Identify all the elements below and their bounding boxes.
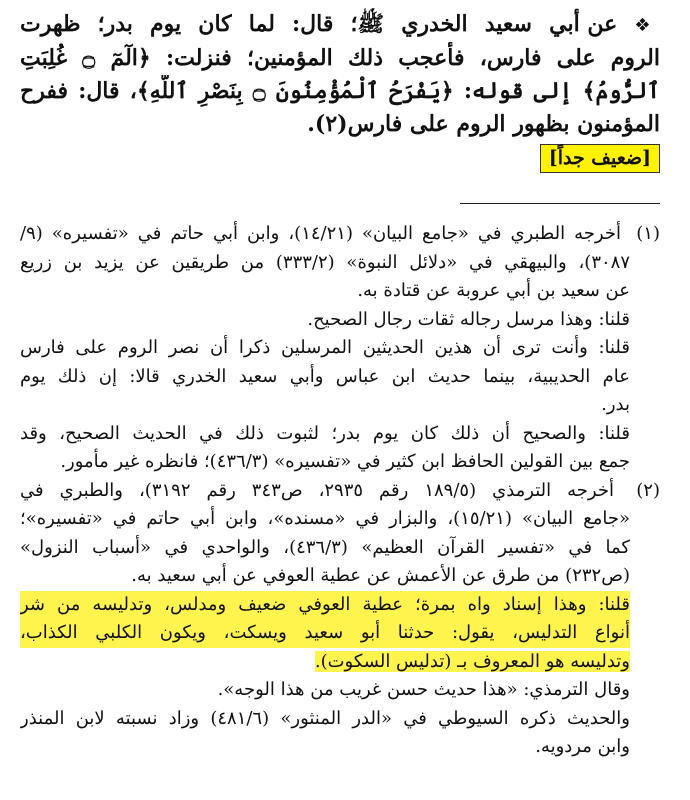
footnote-paragraph: وقال الترمذي: «هذا حديث حسن غريب من هذا الوجه». (217, 679, 630, 700)
grade-row (20, 143, 660, 175)
footnote-line: «جامع البيان» (١٥/٢١)، والبزار في «مسنده»، وابن أبي حاتم في «تفسيره»؛ (20, 508, 630, 529)
footnote-2 (20, 477, 660, 762)
footnote-line: (٢) أخرجه الترمذي (١٨٩/٥ رقم ٢٩٣٥، ص٣٤٣ رقم ٣١٩٢)، والطبري في (20, 477, 660, 506)
footnote-line: قلنا: وأنت ترى أن هذين الحديثين المرسلين ذكرا أن نصر الروم على فارس (20, 337, 630, 358)
grade-badge: [ضعيف جداً] (540, 144, 660, 173)
hadith-line: المؤمنون بظهور الروم على فارس(٢). (307, 111, 660, 137)
hadith-line: الروم على فارس، فأعجب ذلك المؤمنين؛ فنزلت: ﴿الٓمٓ ۝ غُلِبَتِ (20, 45, 660, 71)
footnote-line: عام الحديبية، بينما حديث ابن عباس وأبي سعيد الخدري قالا: إن ذلك يوم (20, 365, 630, 387)
hadith-text (20, 8, 660, 141)
footnote-line: (١) أخرجه الطبري في «جامع البيان» (١٤/٢١)، وابن أبي حاتم في «تفسيره» (٩/ (20, 220, 660, 249)
footnote-line: عن سعيد بن أبي عروبة عن قتادة به. (357, 280, 630, 301)
footnote-line: جمع بين القولين الحافظ ابن كثير في «تفسيره» (٤٣٦/٣)؛ فانظره غير مأمور. (60, 451, 630, 472)
footnote-number: (١) (636, 223, 660, 244)
footnote-line: كما في «تفسير القرآن العظيم» (٤٣٦/٣)، والواحدي في «أسباب النزول» (20, 536, 630, 558)
footnote-separator (460, 203, 660, 204)
highlighted-line: وتدليسه هو المعروف بـ (تدليس السكوت). (314, 650, 630, 672)
hadith-line: ❖ عن أبي سعيد الخدري ﷺ؛ قال: لما كان يوم بدر؛ ظهرت (20, 11, 660, 37)
hadith-line: ٱلرُّومُ﴾ إلى قوله: ﴿يَفْرَحُ ٱلْمُؤْمِنُونَ ۝ بِنَصْرِ ٱللَّهِ﴾، قال: ففرح (20, 78, 660, 104)
footnote-paragraph: قلنا: وهذا مرسل رجاله ثقات رجال الصحيح. (307, 308, 630, 330)
footnote-line: قلنا: والصحيح أن ذلك كان يوم بدر؛ لثبوت ذلك في الحديث الصحيح، وقد (20, 422, 630, 444)
footnote-1 (20, 220, 660, 477)
footnotes (20, 220, 660, 762)
highlighted-line: قلنا: وهذا إسناد واه بمرة؛ عطية العوفي ضعيف ومدلس، وتدليسه من شر (20, 591, 630, 620)
bullet-icon: ❖ (634, 15, 660, 36)
footnote-line: بدر. (601, 394, 630, 415)
footnote-line: والحديث ذكره السيوطي في «الدر المنثور» (٤٨١/٦) وزاد نسبته لابن المنذر (20, 707, 630, 729)
highlighted-paragraph (20, 591, 660, 677)
footnote-line: ٣٠٨٧)، والبيهقي في «دلائل النبوة» (٣٣٣/٢) من طريقين عن يزيد بن زريع (20, 251, 631, 273)
footnote-line: (ص٢٣٢) من طرق عن الأعمش عن عطية العوفي عن أبي سعيد به. (131, 565, 630, 586)
footnote-number: (٢) (636, 479, 660, 501)
highlighted-line: أنواع التدليس، يقول: حدثنا أبو سعيد ويسكت، ويكون الكلبي الكذاب، (20, 619, 630, 648)
footnote-line: وابن مردويه. (535, 736, 630, 757)
